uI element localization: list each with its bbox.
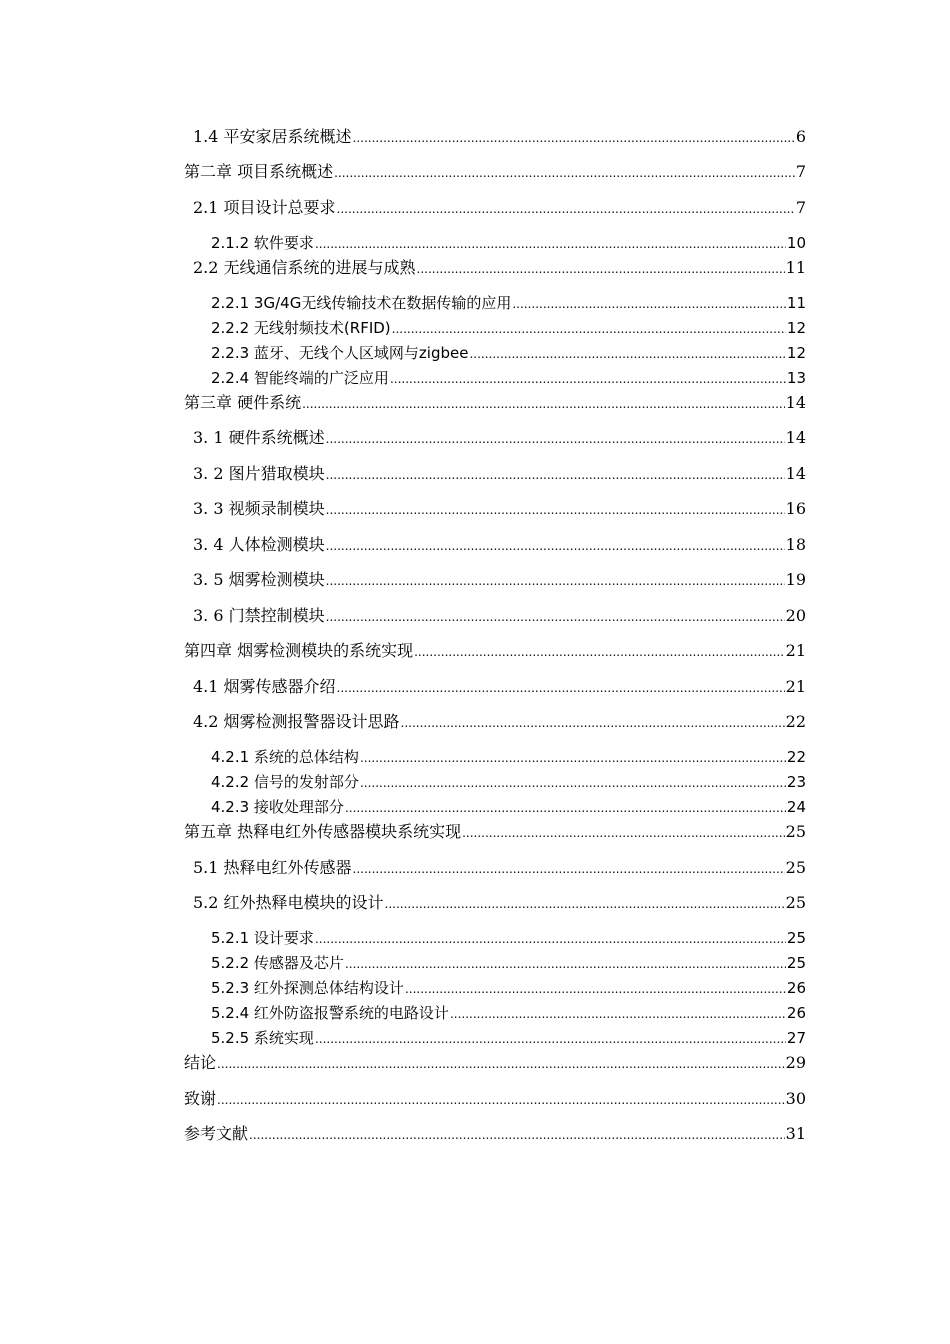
toc-entry[interactable]	[193, 198, 806, 219]
toc-page-number: 19	[785, 570, 806, 589]
toc-leader-dots	[360, 773, 786, 793]
toc-leader-dots	[345, 954, 786, 974]
toc-entry-label: 2.2.4 智能终端的广泛应用	[211, 369, 389, 387]
toc-entry-label: 5.2.5 系统实现	[211, 1029, 314, 1047]
toc-entry-label: 4.2.3 接收处理部分	[211, 798, 344, 816]
toc-page-number: 20	[785, 606, 806, 625]
toc-leader-dots	[417, 259, 785, 279]
toc-leader-dots	[326, 429, 785, 449]
toc-entry[interactable]	[193, 464, 806, 485]
toc-page-number: 25	[785, 822, 806, 841]
toc-entry[interactable]	[193, 127, 806, 148]
toc-page-number: 13	[786, 369, 806, 387]
toc-entry[interactable]	[211, 797, 806, 818]
toc-page-number: 22	[786, 748, 806, 766]
toc-entry[interactable]	[193, 258, 806, 279]
toc-entry-label: 2.2.2 无线射频技术(RFID)	[211, 319, 391, 337]
toc-leader-dots	[315, 234, 786, 254]
toc-entry-label: 2.1.2 软件要求	[211, 234, 314, 252]
toc-page-number: 7	[795, 162, 806, 181]
toc-leader-dots	[326, 465, 785, 485]
toc-leader-dots	[315, 929, 786, 949]
toc-entry[interactable]	[193, 535, 806, 556]
toc-leader-dots	[217, 1054, 785, 1074]
toc-entry-label: 结论	[184, 1053, 217, 1072]
toc-entry[interactable]	[193, 677, 806, 698]
toc-entry-label: 第三章 硬件系统	[184, 393, 302, 412]
toc-page-number: 26	[786, 1004, 806, 1022]
toc-entry-label: 第四章 烟雾检测模块的系统实现	[184, 641, 414, 660]
toc-entry-label: 4.2.2 信号的发射部分	[211, 773, 359, 791]
toc-entry[interactable]	[193, 499, 806, 520]
toc-page-number: 30	[785, 1089, 806, 1108]
toc-entry[interactable]	[211, 978, 806, 999]
toc-leader-dots	[469, 344, 785, 364]
toc-page-number: 11	[786, 294, 806, 312]
toc-entry-label: 5.2 红外热释电模块的设计	[193, 893, 384, 912]
toc-entry[interactable]	[193, 428, 806, 449]
toc-entry[interactable]	[211, 1003, 806, 1024]
toc-entry-label: 3. 6 门禁控制模块	[193, 606, 325, 625]
toc-leader-dots	[414, 642, 785, 662]
toc-entry-label: 5.1 热释电红外传感器	[193, 858, 352, 877]
toc-leader-dots	[401, 713, 785, 733]
toc-page-number: 21	[785, 677, 806, 696]
toc-leader-dots	[360, 748, 786, 768]
toc-leader-dots	[392, 319, 786, 339]
toc-entry[interactable]	[211, 318, 806, 339]
toc-entry[interactable]	[211, 368, 806, 389]
toc-leader-dots	[326, 536, 785, 556]
toc-leader-dots	[462, 823, 785, 843]
toc-entry-label: 2.1 项目设计总要求	[193, 198, 336, 217]
toc-entry[interactable]	[184, 393, 806, 414]
toc-entry[interactable]	[211, 747, 806, 768]
toc-leader-dots	[450, 1004, 786, 1024]
toc-leader-dots	[337, 678, 785, 698]
toc-page-number: 7	[795, 198, 806, 217]
toc-page-number: 25	[786, 929, 806, 947]
toc-page-number: 6	[795, 127, 806, 146]
toc-entry-label: 5.2.2 传感器及芯片	[211, 954, 344, 972]
toc-entry-label: 致谢	[184, 1089, 217, 1108]
toc-entry-label: 3. 1 硬件系统概述	[193, 428, 325, 447]
toc-entry[interactable]	[211, 293, 806, 314]
toc-entry-label: 2.2.1 3G/4G无线传输技术在数据传输的应用	[211, 294, 512, 312]
toc-page-number: 29	[785, 1053, 806, 1072]
toc-page-number: 22	[785, 712, 806, 731]
toc-leader-dots	[302, 394, 785, 414]
toc-entry-label: 1.4 平安家居系统概述	[193, 127, 352, 146]
toc-entry-label: 3. 4 人体检测模块	[193, 535, 325, 554]
toc-leader-dots	[334, 163, 795, 183]
toc-page-number: 25	[785, 858, 806, 877]
toc-leader-dots	[512, 294, 786, 314]
toc-entry[interactable]	[211, 343, 806, 364]
toc-leader-dots	[326, 571, 785, 591]
toc-entry-label: 2.2.3 蓝牙、无线个人区域网与zigbee	[211, 344, 469, 362]
toc-page-number: 14	[785, 464, 806, 483]
toc-entry[interactable]	[184, 162, 806, 183]
toc-page-number: 14	[785, 428, 806, 447]
toc-entry-label: 第二章 项目系统概述	[184, 162, 334, 181]
toc-leader-dots	[345, 798, 786, 818]
toc-leader-dots	[315, 1029, 786, 1049]
toc-page-number: 21	[785, 641, 806, 660]
toc-entry-label: 5.2.4 红外防盗报警系统的电路设计	[211, 1004, 449, 1022]
toc-page-number: 11	[785, 258, 806, 277]
toc-entry-label: 4.2.1 系统的总体结构	[211, 748, 359, 766]
toc-entry-label: 4.1 烟雾传感器介绍	[193, 677, 336, 696]
toc-leader-dots	[326, 500, 785, 520]
toc-entry[interactable]	[211, 953, 806, 974]
toc-page-number: 23	[786, 773, 806, 791]
toc-entry[interactable]	[211, 772, 806, 793]
toc-leader-dots	[385, 894, 785, 914]
toc-leader-dots	[353, 859, 785, 879]
toc-entry[interactable]	[193, 712, 806, 733]
toc-page-number: 14	[785, 393, 806, 412]
toc-entry[interactable]	[184, 1124, 806, 1145]
toc-entry[interactable]	[184, 1053, 806, 1074]
toc-leader-dots	[337, 199, 795, 219]
toc-entry-label: 第五章 热释电红外传感器模块系统实现	[184, 822, 462, 841]
toc-entry[interactable]	[211, 928, 806, 949]
toc-entry-label: 4.2 烟雾检测报警器设计思路	[193, 712, 400, 731]
toc-entry[interactable]	[193, 570, 806, 591]
toc-entry-label: 3. 2 图片猎取模块	[193, 464, 325, 483]
toc-page-number: 24	[786, 798, 806, 816]
toc-page-number: 10	[786, 234, 806, 252]
toc-entry-label: 参考文献	[184, 1124, 249, 1143]
toc-entry-label: 5.2.1 设计要求	[211, 929, 314, 947]
toc-leader-dots	[326, 607, 785, 627]
toc-entry-label: 2.2 无线通信系统的进展与成熟	[193, 258, 416, 277]
toc-entry[interactable]	[211, 233, 806, 254]
toc-leader-dots	[405, 979, 786, 999]
toc-entry-label: 5.2.3 红外探测总体结构设计	[211, 979, 404, 997]
toc-page-number: 18	[785, 535, 806, 554]
toc-page-number: 12	[786, 344, 806, 362]
toc-page-number: 25	[786, 954, 806, 972]
toc-page-number: 27	[786, 1029, 806, 1047]
toc-entry[interactable]	[184, 1089, 806, 1110]
toc-page-number: 25	[785, 893, 806, 912]
toc-entry-label: 3. 5 烟雾检测模块	[193, 570, 325, 589]
toc-page-number: 26	[786, 979, 806, 997]
toc-leader-dots	[249, 1125, 785, 1145]
toc-leader-dots	[217, 1090, 785, 1110]
toc-leader-dots	[353, 128, 795, 148]
toc-page-number: 31	[785, 1124, 806, 1143]
toc-leader-dots	[390, 369, 786, 389]
toc-entry[interactable]	[193, 858, 806, 879]
toc-entry[interactable]	[193, 606, 806, 627]
toc-page-number: 12	[786, 319, 806, 337]
toc-entry[interactable]	[193, 893, 806, 914]
toc-entry[interactable]	[184, 641, 806, 662]
toc-entry[interactable]	[184, 822, 806, 843]
toc-page-number: 16	[785, 499, 806, 518]
toc-entry-label: 3. 3 视频录制模块	[193, 499, 325, 518]
toc-entry[interactable]	[211, 1028, 806, 1049]
